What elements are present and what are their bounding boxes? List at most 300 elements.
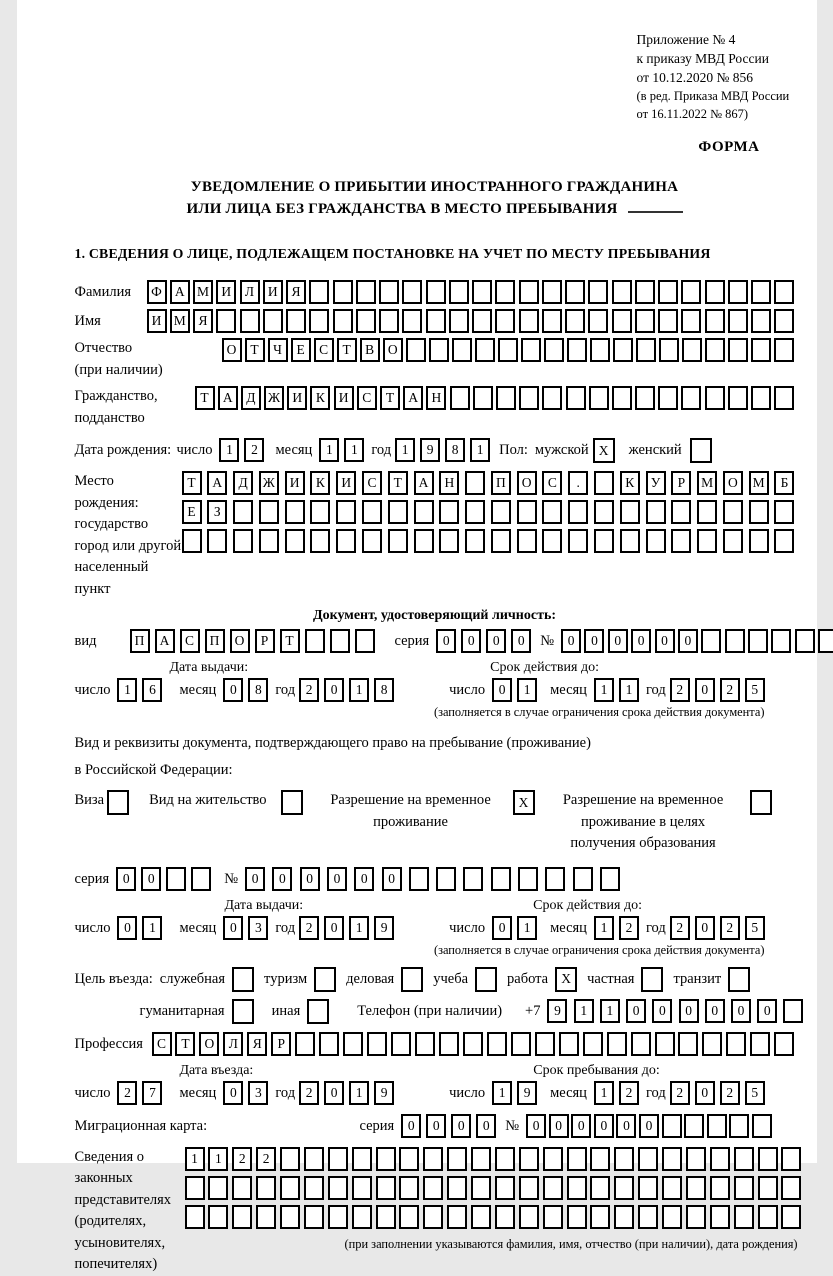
form-cell[interactable]: 0: [272, 867, 292, 891]
form-cell[interactable]: [697, 500, 717, 524]
form-cell[interactable]: И: [147, 309, 167, 333]
form-cell[interactable]: 0: [492, 678, 512, 702]
form-cell[interactable]: [662, 1147, 682, 1171]
form-cell[interactable]: 1: [349, 678, 369, 702]
form-cell[interactable]: [758, 1147, 778, 1171]
form-cell[interactable]: [542, 500, 562, 524]
form-cell[interactable]: [519, 386, 539, 410]
form-cell[interactable]: [280, 1176, 300, 1200]
form-cell[interactable]: [423, 1205, 443, 1229]
form-cell[interactable]: [233, 500, 253, 524]
form-cell[interactable]: Т: [337, 338, 357, 362]
form-cell[interactable]: [491, 500, 511, 524]
form-cell[interactable]: [638, 1205, 658, 1229]
form-cell[interactable]: [426, 280, 446, 304]
form-cell[interactable]: [495, 1205, 515, 1229]
form-cell[interactable]: [429, 338, 449, 362]
form-cell[interactable]: 1: [600, 999, 620, 1023]
form-cell[interactable]: [379, 280, 399, 304]
form-cell[interactable]: 1: [142, 916, 162, 940]
form-cell[interactable]: 0: [511, 629, 531, 653]
form-cell[interactable]: [240, 309, 260, 333]
form-cell[interactable]: 0: [223, 1081, 243, 1105]
form-cell[interactable]: [681, 309, 701, 333]
form-cell[interactable]: 0: [526, 1114, 546, 1138]
form-cell[interactable]: [367, 1032, 387, 1056]
form-cell[interactable]: [473, 386, 493, 410]
form-cell[interactable]: З: [207, 500, 227, 524]
form-cell[interactable]: [662, 1176, 682, 1200]
form-cell[interactable]: [517, 529, 537, 553]
form-cell[interactable]: [472, 309, 492, 333]
form-cell[interactable]: Р: [671, 471, 691, 495]
checkbox-purpose-commercial[interactable]: [401, 967, 423, 992]
form-cell[interactable]: 0: [461, 629, 481, 653]
form-cell[interactable]: 9: [547, 999, 567, 1023]
form-cell[interactable]: 0: [626, 999, 646, 1023]
form-cell[interactable]: [362, 500, 382, 524]
form-cell[interactable]: [542, 280, 562, 304]
form-cell[interactable]: [449, 280, 469, 304]
form-cell[interactable]: 0: [223, 678, 243, 702]
form-cell[interactable]: [328, 1176, 348, 1200]
form-cell[interactable]: [487, 1032, 507, 1056]
form-cell[interactable]: 8: [248, 678, 268, 702]
form-cell[interactable]: [707, 1114, 727, 1138]
form-cell[interactable]: М: [170, 309, 190, 333]
form-cell[interactable]: [590, 1205, 610, 1229]
form-cell[interactable]: Я: [286, 280, 306, 304]
form-cell[interactable]: [612, 386, 632, 410]
form-cell[interactable]: И: [263, 280, 283, 304]
form-cell[interactable]: [774, 280, 794, 304]
form-cell[interactable]: [439, 1032, 459, 1056]
form-cell[interactable]: [752, 1114, 772, 1138]
form-cell[interactable]: [751, 386, 771, 410]
form-cell[interactable]: 7: [142, 1081, 162, 1105]
form-cell[interactable]: И: [216, 280, 236, 304]
form-cell[interactable]: [256, 1176, 276, 1200]
form-cell[interactable]: [543, 1147, 563, 1171]
form-cell[interactable]: 1: [517, 916, 537, 940]
form-cell[interactable]: 2: [619, 916, 639, 940]
form-cell[interactable]: [185, 1176, 205, 1200]
form-cell[interactable]: [631, 1032, 651, 1056]
checkbox-male[interactable]: X: [593, 438, 615, 463]
form-cell[interactable]: [728, 338, 748, 362]
form-cell[interactable]: [543, 1176, 563, 1200]
form-cell[interactable]: [620, 500, 640, 524]
form-cell[interactable]: 9: [374, 1081, 394, 1105]
form-cell[interactable]: К: [310, 471, 330, 495]
form-cell[interactable]: [614, 1176, 634, 1200]
form-cell[interactable]: [498, 338, 518, 362]
form-cell[interactable]: [208, 1205, 228, 1229]
form-cell[interactable]: 0: [300, 867, 320, 891]
form-cell[interactable]: [263, 309, 283, 333]
form-cell[interactable]: 5: [745, 678, 765, 702]
form-cell[interactable]: [567, 338, 587, 362]
form-cell[interactable]: С: [314, 338, 334, 362]
form-cell[interactable]: 1: [185, 1147, 205, 1171]
form-cell[interactable]: [376, 1205, 396, 1229]
form-cell[interactable]: [635, 386, 655, 410]
form-cell[interactable]: 0: [401, 1114, 421, 1138]
form-cell[interactable]: 0: [631, 629, 651, 653]
form-cell[interactable]: [588, 309, 608, 333]
form-cell[interactable]: [519, 1176, 539, 1200]
form-cell[interactable]: [635, 280, 655, 304]
form-cell[interactable]: [671, 529, 691, 553]
form-cell[interactable]: [439, 500, 459, 524]
form-cell[interactable]: Ф: [147, 280, 167, 304]
form-cell[interactable]: [781, 1205, 801, 1229]
form-cell[interactable]: 0: [324, 916, 344, 940]
form-cell[interactable]: [620, 529, 640, 553]
form-cell[interactable]: 0: [678, 629, 698, 653]
form-cell[interactable]: Л: [240, 280, 260, 304]
form-cell[interactable]: [573, 867, 593, 891]
form-cell[interactable]: [309, 280, 329, 304]
form-cell[interactable]: [542, 309, 562, 333]
form-cell[interactable]: 3: [248, 1081, 268, 1105]
form-cell[interactable]: [414, 500, 434, 524]
form-cell[interactable]: [304, 1176, 324, 1200]
form-cell[interactable]: [495, 1176, 515, 1200]
form-cell[interactable]: [491, 867, 511, 891]
form-cell[interactable]: О: [199, 1032, 219, 1056]
form-cell[interactable]: [781, 1147, 801, 1171]
form-cell[interactable]: [447, 1205, 467, 1229]
form-cell[interactable]: [191, 867, 211, 891]
form-cell[interactable]: 1: [117, 678, 137, 702]
form-cell[interactable]: [496, 386, 516, 410]
form-cell[interactable]: [728, 309, 748, 333]
form-cell[interactable]: [566, 386, 586, 410]
form-cell[interactable]: [728, 386, 748, 410]
form-cell[interactable]: [511, 1032, 531, 1056]
checkbox-purpose-business[interactable]: [232, 967, 254, 992]
form-cell[interactable]: [423, 1176, 443, 1200]
form-cell[interactable]: 0: [616, 1114, 636, 1138]
form-cell[interactable]: [491, 529, 511, 553]
form-cell[interactable]: [678, 1032, 698, 1056]
form-cell[interactable]: [216, 309, 236, 333]
form-cell[interactable]: М: [749, 471, 769, 495]
form-cell[interactable]: К: [620, 471, 640, 495]
form-cell[interactable]: [686, 1205, 706, 1229]
form-cell[interactable]: [388, 500, 408, 524]
checkbox-purpose-study[interactable]: [475, 967, 497, 992]
checkbox-temp-residence[interactable]: X: [513, 790, 535, 815]
form-cell[interactable]: [594, 500, 614, 524]
form-cell[interactable]: [702, 1032, 722, 1056]
form-cell[interactable]: [594, 529, 614, 553]
form-cell[interactable]: [594, 471, 614, 495]
form-cell[interactable]: 1: [219, 438, 239, 462]
form-cell[interactable]: 0: [731, 999, 751, 1023]
form-cell[interactable]: [280, 1147, 300, 1171]
form-cell[interactable]: И: [285, 471, 305, 495]
form-cell[interactable]: С: [152, 1032, 172, 1056]
form-cell[interactable]: [399, 1176, 419, 1200]
form-cell[interactable]: 1: [208, 1147, 228, 1171]
form-cell[interactable]: 0: [571, 1114, 591, 1138]
form-cell[interactable]: 0: [561, 629, 581, 653]
form-cell[interactable]: [333, 309, 353, 333]
form-cell[interactable]: 5: [745, 1081, 765, 1105]
form-cell[interactable]: [452, 338, 472, 362]
checkbox-edu-residence[interactable]: [750, 790, 772, 815]
form-cell[interactable]: 0: [116, 867, 136, 891]
form-cell[interactable]: [565, 309, 585, 333]
form-cell[interactable]: [535, 1032, 555, 1056]
form-cell[interactable]: [751, 309, 771, 333]
form-cell[interactable]: [710, 1176, 730, 1200]
form-cell[interactable]: 5: [745, 916, 765, 940]
form-cell[interactable]: [465, 529, 485, 553]
form-cell[interactable]: [336, 529, 356, 553]
form-cell[interactable]: [352, 1147, 372, 1171]
form-cell[interactable]: [568, 500, 588, 524]
form-cell[interactable]: [723, 529, 743, 553]
form-cell[interactable]: И: [336, 471, 356, 495]
checkbox-purpose-other[interactable]: [307, 999, 329, 1024]
form-cell[interactable]: [662, 1205, 682, 1229]
form-cell[interactable]: О: [222, 338, 242, 362]
form-cell[interactable]: Е: [182, 500, 202, 524]
form-cell[interactable]: Ж: [264, 386, 284, 410]
form-cell[interactable]: [728, 280, 748, 304]
form-cell[interactable]: О: [723, 471, 743, 495]
form-cell[interactable]: [166, 867, 186, 891]
form-cell[interactable]: [280, 1205, 300, 1229]
form-cell[interactable]: 8: [445, 438, 465, 462]
form-cell[interactable]: [583, 1032, 603, 1056]
form-cell[interactable]: 1: [470, 438, 490, 462]
form-cell[interactable]: 0: [639, 1114, 659, 1138]
form-cell[interactable]: Я: [193, 309, 213, 333]
form-cell[interactable]: 0: [476, 1114, 496, 1138]
form-cell[interactable]: [646, 529, 666, 553]
form-cell[interactable]: 0: [655, 629, 675, 653]
form-cell[interactable]: А: [170, 280, 190, 304]
form-cell[interactable]: 0: [695, 916, 715, 940]
form-cell[interactable]: С: [357, 386, 377, 410]
form-cell[interactable]: [285, 500, 305, 524]
form-cell[interactable]: [565, 280, 585, 304]
form-cell[interactable]: [259, 529, 279, 553]
form-cell[interactable]: 0: [327, 867, 347, 891]
form-cell[interactable]: 2: [299, 1081, 319, 1105]
form-cell[interactable]: [402, 309, 422, 333]
form-cell[interactable]: [655, 1032, 675, 1056]
form-cell[interactable]: [376, 1176, 396, 1200]
form-cell[interactable]: [590, 1176, 610, 1200]
form-cell[interactable]: [544, 338, 564, 362]
form-cell[interactable]: 0: [695, 678, 715, 702]
form-cell[interactable]: О: [383, 338, 403, 362]
form-cell[interactable]: 8: [374, 678, 394, 702]
form-cell[interactable]: Т: [175, 1032, 195, 1056]
form-cell[interactable]: Т: [195, 386, 215, 410]
form-cell[interactable]: [658, 309, 678, 333]
form-cell[interactable]: 3: [248, 916, 268, 940]
form-cell[interactable]: [701, 629, 721, 653]
form-cell[interactable]: [310, 529, 330, 553]
form-cell[interactable]: [749, 529, 769, 553]
form-cell[interactable]: [684, 1114, 704, 1138]
form-cell[interactable]: [519, 309, 539, 333]
form-cell[interactable]: 0: [436, 629, 456, 653]
form-cell[interactable]: [590, 338, 610, 362]
form-cell[interactable]: [362, 529, 382, 553]
form-cell[interactable]: [185, 1205, 205, 1229]
form-cell[interactable]: [659, 338, 679, 362]
form-cell[interactable]: [613, 338, 633, 362]
form-cell[interactable]: [638, 1147, 658, 1171]
form-cell[interactable]: 2: [299, 916, 319, 940]
form-cell[interactable]: [774, 338, 794, 362]
form-cell[interactable]: [436, 867, 456, 891]
form-cell[interactable]: [310, 500, 330, 524]
form-cell[interactable]: С: [542, 471, 562, 495]
form-cell[interactable]: 1: [517, 678, 537, 702]
form-cell[interactable]: 1: [344, 438, 364, 462]
form-cell[interactable]: [567, 1176, 587, 1200]
form-cell[interactable]: [495, 280, 515, 304]
checkbox-purpose-tourism[interactable]: [314, 967, 336, 992]
form-cell[interactable]: А: [155, 629, 175, 653]
form-cell[interactable]: Ж: [259, 471, 279, 495]
form-cell[interactable]: А: [403, 386, 423, 410]
form-cell[interactable]: [406, 338, 426, 362]
form-cell[interactable]: [521, 338, 541, 362]
form-cell[interactable]: [774, 529, 794, 553]
form-cell[interactable]: [774, 500, 794, 524]
form-cell[interactable]: [658, 280, 678, 304]
form-cell[interactable]: [355, 629, 375, 653]
form-cell[interactable]: 2: [256, 1147, 276, 1171]
form-cell[interactable]: [818, 629, 833, 653]
form-cell[interactable]: [671, 500, 691, 524]
form-cell[interactable]: [681, 280, 701, 304]
form-cell[interactable]: [356, 280, 376, 304]
checkbox-purpose-work[interactable]: X: [555, 967, 577, 992]
form-cell[interactable]: [352, 1205, 372, 1229]
form-cell[interactable]: [426, 309, 446, 333]
form-cell[interactable]: [774, 1032, 794, 1056]
form-cell[interactable]: 0: [223, 916, 243, 940]
checkbox-purpose-transit[interactable]: [728, 967, 750, 992]
form-cell[interactable]: А: [218, 386, 238, 410]
form-cell[interactable]: 0: [117, 916, 137, 940]
form-cell[interactable]: 0: [324, 1081, 344, 1105]
form-cell[interactable]: 2: [299, 678, 319, 702]
form-cell[interactable]: 0: [584, 629, 604, 653]
form-cell[interactable]: [305, 629, 325, 653]
form-cell[interactable]: 0: [451, 1114, 471, 1138]
form-cell[interactable]: [465, 471, 485, 495]
form-cell[interactable]: Т: [380, 386, 400, 410]
form-cell[interactable]: 0: [426, 1114, 446, 1138]
form-cell[interactable]: 0: [324, 678, 344, 702]
form-cell[interactable]: [758, 1205, 778, 1229]
form-cell[interactable]: [542, 529, 562, 553]
form-cell[interactable]: [495, 309, 515, 333]
form-cell[interactable]: Ч: [268, 338, 288, 362]
form-cell[interactable]: [751, 338, 771, 362]
form-cell[interactable]: [309, 309, 329, 333]
form-cell[interactable]: [567, 1205, 587, 1229]
form-cell[interactable]: [686, 1176, 706, 1200]
form-cell[interactable]: Р: [271, 1032, 291, 1056]
form-cell[interactable]: [399, 1147, 419, 1171]
form-cell[interactable]: [748, 629, 768, 653]
form-cell[interactable]: [519, 1205, 539, 1229]
form-cell[interactable]: [682, 338, 702, 362]
form-cell[interactable]: 0: [652, 999, 672, 1023]
form-cell[interactable]: [543, 1205, 563, 1229]
form-cell[interactable]: [414, 529, 434, 553]
form-cell[interactable]: [402, 280, 422, 304]
form-cell[interactable]: [774, 386, 794, 410]
form-cell[interactable]: [330, 629, 350, 653]
form-cell[interactable]: [409, 867, 429, 891]
form-cell[interactable]: [758, 1176, 778, 1200]
form-cell[interactable]: [697, 529, 717, 553]
form-cell[interactable]: [612, 309, 632, 333]
form-cell[interactable]: 0: [695, 1081, 715, 1105]
form-cell[interactable]: [607, 1032, 627, 1056]
form-cell[interactable]: [376, 1147, 396, 1171]
form-cell[interactable]: .: [568, 471, 588, 495]
form-cell[interactable]: [519, 1147, 539, 1171]
form-cell[interactable]: 2: [670, 678, 690, 702]
form-cell[interactable]: С: [180, 629, 200, 653]
form-cell[interactable]: [559, 1032, 579, 1056]
form-cell[interactable]: Н: [426, 386, 446, 410]
form-cell[interactable]: [519, 280, 539, 304]
form-cell[interactable]: М: [193, 280, 213, 304]
form-cell[interactable]: [449, 309, 469, 333]
form-cell[interactable]: Т: [280, 629, 300, 653]
form-cell[interactable]: Б: [774, 471, 794, 495]
form-cell[interactable]: Я: [247, 1032, 267, 1056]
form-cell[interactable]: [751, 280, 771, 304]
form-cell[interactable]: [472, 280, 492, 304]
form-cell[interactable]: [343, 1032, 363, 1056]
form-cell[interactable]: И: [287, 386, 307, 410]
checkbox-visa[interactable]: [107, 790, 129, 815]
form-cell[interactable]: [635, 309, 655, 333]
form-cell[interactable]: П: [491, 471, 511, 495]
form-cell[interactable]: [439, 529, 459, 553]
form-cell[interactable]: [783, 999, 803, 1023]
form-cell[interactable]: [286, 309, 306, 333]
form-cell[interactable]: [734, 1205, 754, 1229]
form-cell[interactable]: [705, 280, 725, 304]
form-cell[interactable]: 0: [679, 999, 699, 1023]
form-cell[interactable]: [710, 1147, 730, 1171]
form-cell[interactable]: Н: [439, 471, 459, 495]
form-cell[interactable]: [259, 500, 279, 524]
form-cell[interactable]: 0: [492, 916, 512, 940]
form-cell[interactable]: [233, 529, 253, 553]
form-cell[interactable]: [388, 529, 408, 553]
form-cell[interactable]: И: [334, 386, 354, 410]
form-cell[interactable]: [646, 500, 666, 524]
